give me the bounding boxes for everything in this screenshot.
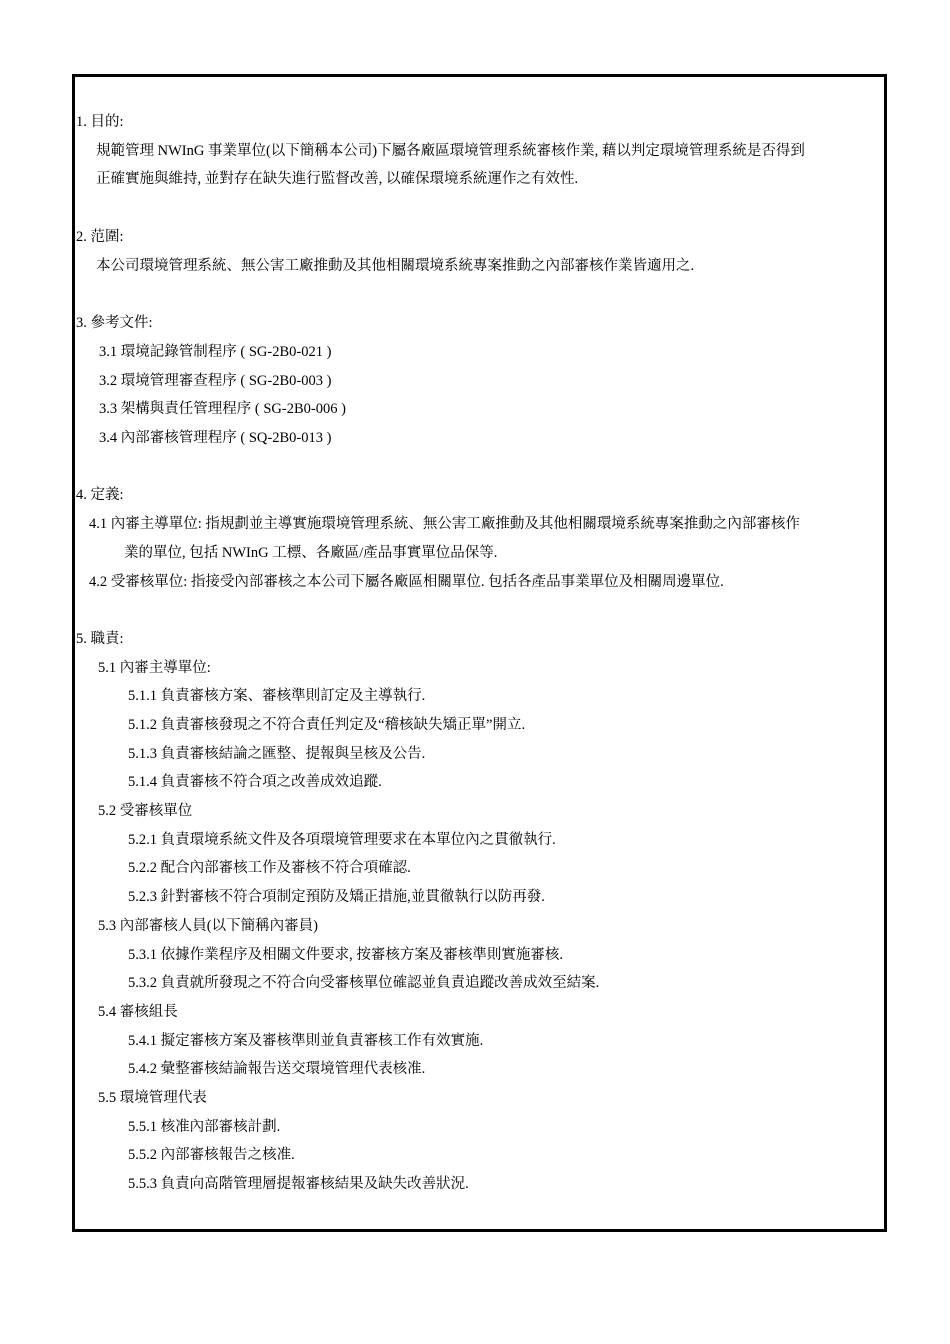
responsibility-group: 5.5 環境管理代表 — [98, 1090, 207, 1106]
definition-item: 4.1 內審主導單位: 指規劃並主導實施環境管理系統、無公害工廠推動及其他相關環境系統專案推動之內部審核作 — [89, 516, 800, 532]
reference-item: 3.1 環境記錄管制程序 ( SG-2B0-021 ) — [99, 344, 332, 360]
responsibility-item: 5.2.1 負責環境系統文件及各項環境管理要求在本單位內之貫徹執行. — [128, 832, 556, 848]
definition-item: 4.2 受審核單位: 指接受內部審核之本公司下屬各廠區相關單位. 包括各產品事業單位及相關周邊單位. — [89, 574, 724, 590]
section-heading-scope: 2. 范圍: — [76, 229, 124, 245]
responsibility-item: 5.5.2 內部審核報告之核准. — [128, 1147, 295, 1163]
responsibility-group: 5.1 內審主導單位: — [98, 660, 211, 676]
section-heading-definitions: 4. 定義: — [76, 487, 124, 503]
purpose-text-line-2: 正確實施與維持, 並對存在缺失進行監督改善, 以確保環境系統運作之有效性. — [96, 171, 579, 187]
responsibility-item: 5.4.2 彙整審核結論報告送交環境管理代表核准. — [128, 1061, 426, 1077]
section-heading-references: 3. 參考文件: — [76, 315, 153, 331]
section-heading-purpose: 1. 目的: — [76, 114, 124, 130]
responsibility-item: 5.1.3 負責審核結論之匯整、提報與呈核及公告. — [128, 746, 426, 762]
reference-item: 3.3 架構與責任管理程序 ( SG-2B0-006 ) — [99, 401, 346, 417]
responsibility-group: 5.4 審核組長 — [98, 1004, 178, 1020]
purpose-text-line-1: 規範管理 NWInG 事業單位(以下簡稱本公司)下屬各廠區環境管理系統審核作業, 藉以判定環境管理系統是否得到 — [96, 143, 805, 159]
responsibility-item: 5.1.4 負責審核不符合項之改善成效追蹤. — [128, 774, 382, 790]
scope-text: 本公司環境管理系統、無公害工廠推動及其他相關環境系統專案推動之內部審核作業皆適用之. — [96, 258, 695, 274]
responsibility-item: 5.3.2 負責就所發現之不符合向受審核單位確認並負責追蹤改善成效至結案. — [128, 975, 600, 991]
reference-item: 3.4 內部審核管理程序 ( SQ-2B0-013 ) — [99, 430, 332, 446]
reference-item: 3.2 環境管理審查程序 ( SG-2B0-003 ) — [99, 373, 332, 389]
responsibility-group: 5.2 受審核單位 — [98, 803, 193, 819]
responsibility-group: 5.3 內部審核人員(以下簡稱內審員) — [98, 918, 318, 934]
responsibility-item: 5.5.3 負責向高階管理層提報審核結果及缺失改善狀況. — [128, 1176, 469, 1192]
responsibility-item: 5.4.1 擬定審核方案及審核準則並負責審核工作有效實施. — [128, 1033, 484, 1049]
responsibility-item: 5.3.1 依據作業程序及相關文件要求, 按審核方案及審核準則實施審核. — [128, 947, 563, 963]
responsibility-item: 5.1.2 負責審核發現之不符合責任判定及“稽核缺失矯正單”開立. — [128, 717, 526, 733]
responsibility-item: 5.1.1 負責審核方案、審核準則訂定及主導執行. — [128, 688, 426, 704]
responsibility-item: 5.2.2 配合內部審核工作及審核不符合項確認. — [128, 860, 411, 876]
responsibility-item: 5.5.1 核准內部審核計劃. — [128, 1119, 281, 1135]
section-heading-responsibilities: 5. 職責: — [76, 631, 124, 647]
definition-item-continuation: 業的單位, 包括 NWInG 工標、各廠區/產品事實單位品保等. — [124, 545, 498, 561]
responsibility-item: 5.2.3 針對審核不符合項制定預防及矯正措施,並貫徹執行以防再發. — [128, 889, 545, 905]
